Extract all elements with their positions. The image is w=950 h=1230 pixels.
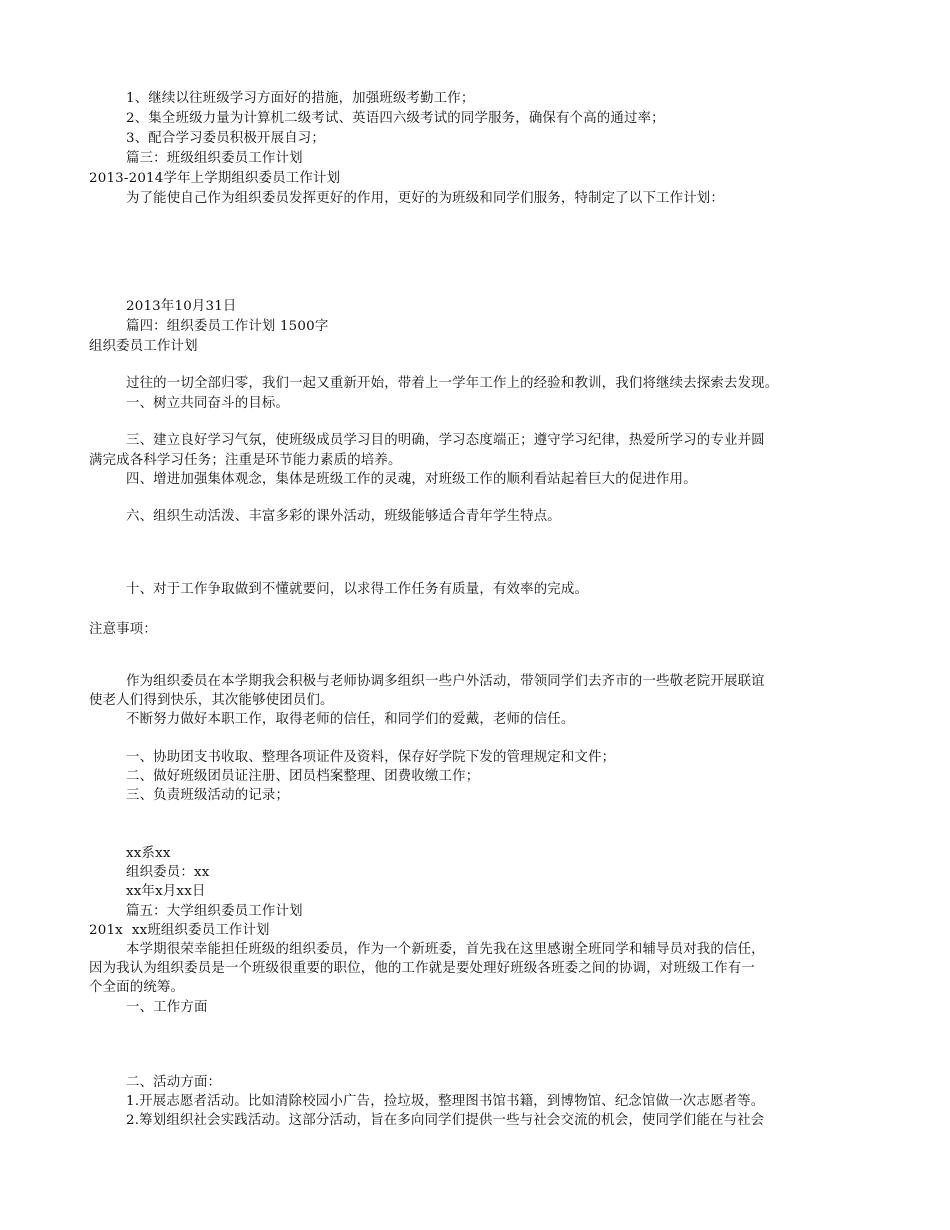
plan-title: 组织委员工作计划 <box>89 339 198 354</box>
date-line: 2013年10月31日 <box>126 299 237 314</box>
text-line: 3、配合学习委员积极开展自习； <box>126 131 325 146</box>
subheading: 二、活动方面： <box>126 1075 222 1090</box>
text-line: 为了能使自己作为组织委员发挥更好的作用，更好的为班级和同学们服务，特制定了以下工作计划： <box>126 191 724 206</box>
text-line: 十、对于工作争取做到不懂就要问，以求得工作任务有质量，有效率的完成。 <box>126 582 589 597</box>
text-line: 2、集全班级力量为计算机二级考试、英语四六级考试的同学服务，确保有个高的通过率； <box>126 111 665 126</box>
section-heading: 篇五：大学组织委员工作计划 <box>126 904 303 919</box>
section-heading: 篇四：组织委员工作计划 1500字 <box>126 319 329 334</box>
text-line: 个全面的统筹。 <box>89 980 185 995</box>
subheading: 一、工作方面 <box>126 1000 208 1015</box>
signature-line: xx系xx <box>126 846 171 861</box>
text-line: 1、继续以往班级学习方面好的措施，加强班级考勤工作； <box>126 91 475 106</box>
text-line: 六、组织生动活泼、丰富多彩的课外活动，班级能够适合青年学生特点。 <box>126 509 561 524</box>
text-line: 满完成各科学习任务；注重是环节能力素质的培养。 <box>89 453 402 468</box>
text-line: 使老人们得到快乐，其次能够使团员们。 <box>89 693 334 708</box>
text-line: 不断努力做好本职工作，取得老师的信任，和同学们的爱戴，老师的信任。 <box>126 712 575 727</box>
plan-title: 201x xx班组织委员工作计划 <box>89 923 270 938</box>
text-line: 三、负责班级活动的记录； <box>126 788 290 803</box>
text-line: 一、树立共同奋斗的目标。 <box>126 396 290 411</box>
signature-line: 组织委员：xx <box>126 865 210 880</box>
text-line: 2.筹划组织社会实践活动。这部分活动，旨在多向同学们提供一些与社会交流的机会，使同学们能在与社会 <box>126 1113 765 1128</box>
text-line: 四、增进加强集体观念，集体是班级工作的灵魂，对班级工作的顺利看站起着巨大的促进作用。 <box>126 472 697 487</box>
text-line: 因为我认为组织委员是一个班级很重要的职位，他的工作就是要处理好班级各班委之间的协调，对班级工作有一 <box>89 961 755 976</box>
text-line: 过往的一切全部归零，我们一起又重新开始，带着上一学年工作上的经验和教训，我们将继续去探索去发现。 <box>126 376 779 391</box>
text-line: 1.开展志愿者活动。比如清除校园小广告，捡垃圾，整理图书馆书籍，到博物馆、纪念馆做一次志愿者等。 <box>126 1094 765 1109</box>
text-line: 本学期很荣幸能担任班级的组织委员，作为一个新班委，首先我在这里感谢全班同学和辅导员对我的信任， <box>126 942 765 957</box>
notes-heading: 注意事项： <box>89 622 157 637</box>
plan-title: 2013-2014学年上学期组织委员工作计划 <box>89 171 341 186</box>
text-line: 一、协助团支书收取、整理各项证件及资料，保存好学院下发的管理规定和文件； <box>126 750 616 765</box>
text-line: 三、建立良好学习气氛，使班级成员学习目的明确，学习态度端正；遵守学习纪律，热爱所学习的专业并圆 <box>126 433 765 448</box>
text-line: 二、做好班级团员证注册、团员档案整理、团费收缴工作； <box>126 769 480 784</box>
text-line: 作为组织委员在本学期我会积极与老师协调多组织一些户外活动，带领同学们去齐市的一些敬老院开展联谊 <box>126 674 765 689</box>
date-line: xx年x月xx日 <box>126 884 206 899</box>
section-heading: 篇三：班级组织委员工作计划 <box>126 151 303 166</box>
